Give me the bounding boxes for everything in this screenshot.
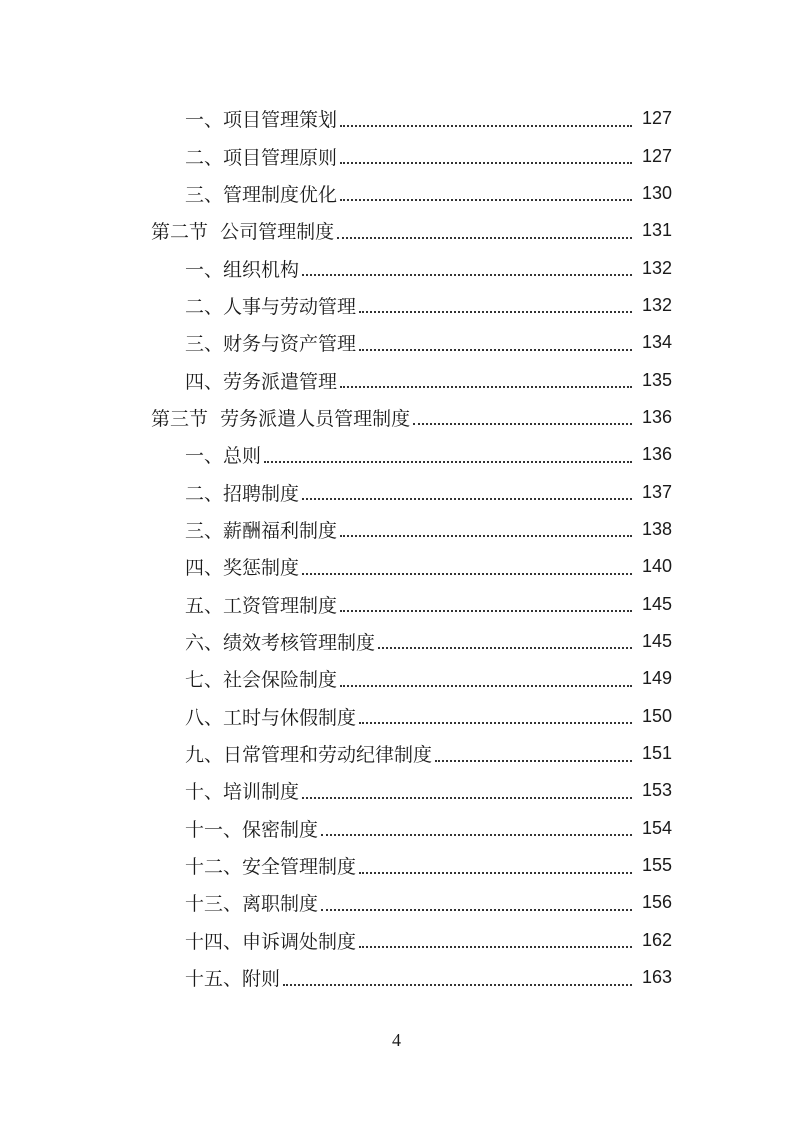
toc-entry-page-number: 134 — [641, 332, 672, 353]
toc-entry-label: 十三、离职制度 — [185, 893, 319, 916]
toc-dot-leader — [340, 384, 632, 388]
toc-entry-label: 八、工时与休假制度 — [185, 706, 357, 729]
toc-entry-page-number: 132 — [641, 294, 672, 315]
toc-entry[interactable] — [0, 548, 793, 585]
toc-entry-label: 十一、保密制度 — [185, 818, 319, 841]
toc-entry-page-number: 131 — [641, 220, 672, 241]
toc-entry-label: 三、财务与资产管理 — [185, 333, 357, 356]
toc-entry-label: 第三节 劳务派遣人员管理制度 — [151, 407, 411, 430]
toc-dot-leader — [413, 421, 632, 425]
toc-dot-leader — [359, 720, 632, 724]
toc-entry[interactable] — [0, 735, 793, 772]
toc-entry-page-number: 136 — [641, 406, 672, 427]
toc-entry-label: 四、奖惩制度 — [185, 557, 300, 580]
toc-entry-label: 一、总则 — [185, 445, 262, 468]
toc-entry-label: 二、项目管理原则 — [185, 146, 338, 169]
toc-entry-label: 五、工资管理制度 — [185, 594, 338, 617]
toc-entry-page-number: 154 — [641, 817, 672, 838]
toc-section-entry[interactable] — [0, 399, 793, 436]
toc-entry[interactable] — [0, 137, 793, 174]
toc-entry-page-number: 138 — [641, 518, 672, 539]
toc-entry-page-number: 145 — [641, 630, 672, 651]
toc-dot-leader — [340, 123, 632, 127]
toc-entry[interactable] — [0, 175, 793, 212]
toc-entry[interactable] — [0, 959, 793, 996]
toc-entry[interactable] — [0, 847, 793, 884]
toc-entry-page-number: 150 — [641, 705, 672, 726]
toc-entry[interactable] — [0, 436, 793, 473]
toc-dot-leader — [264, 459, 632, 463]
toc-entry[interactable] — [0, 100, 793, 137]
toc-dot-leader — [340, 160, 632, 164]
toc-dot-leader — [302, 795, 632, 799]
toc-entry[interactable] — [0, 660, 793, 697]
toc-dot-leader — [359, 870, 632, 874]
toc-dot-leader — [337, 235, 632, 239]
toc-dot-leader — [302, 571, 632, 575]
toc-entry-label: 十、培训制度 — [185, 781, 300, 804]
toc-dot-leader — [340, 683, 632, 687]
toc-dot-leader — [340, 608, 632, 612]
toc-entry[interactable] — [0, 623, 793, 660]
toc-entry-label: 一、组织机构 — [185, 258, 300, 281]
toc-entry-page-number: 136 — [641, 444, 672, 465]
toc-dot-leader — [321, 907, 632, 911]
toc-section-entry[interactable] — [0, 212, 793, 249]
toc-entry-page-number: 135 — [641, 369, 672, 390]
toc-entry-label: 四、劳务派遣管理 — [185, 370, 338, 393]
toc-entry-page-number: 149 — [641, 668, 672, 689]
toc-dot-leader — [378, 645, 632, 649]
toc-dot-leader — [359, 944, 632, 948]
table-of-contents — [0, 100, 793, 996]
toc-entry-page-number: 127 — [641, 145, 672, 166]
toc-dot-leader — [302, 272, 632, 276]
toc-entry-page-number: 155 — [641, 855, 672, 876]
toc-entry-label: 七、社会保险制度 — [185, 669, 338, 692]
toc-dot-leader — [321, 832, 632, 836]
page-number: 4 — [392, 1030, 401, 1050]
toc-entry-page-number: 140 — [641, 556, 672, 577]
toc-entry-page-number: 145 — [641, 593, 672, 614]
toc-entry[interactable] — [0, 810, 793, 847]
toc-entry[interactable] — [0, 884, 793, 921]
toc-entry-label: 九、日常管理和劳动纪律制度 — [185, 744, 433, 767]
toc-entry-label: 十四、申诉调处制度 — [185, 930, 357, 953]
toc-entry[interactable] — [0, 473, 793, 510]
toc-entry[interactable] — [0, 249, 793, 286]
toc-entry[interactable] — [0, 585, 793, 622]
toc-entry-page-number: 163 — [641, 967, 672, 988]
toc-entry[interactable] — [0, 324, 793, 361]
toc-entry-page-number: 137 — [641, 481, 672, 502]
toc-dot-leader — [302, 496, 632, 500]
toc-entry[interactable] — [0, 511, 793, 548]
toc-entry[interactable] — [0, 698, 793, 735]
toc-entry-label: 十二、安全管理制度 — [185, 856, 357, 879]
toc-dot-leader — [359, 347, 632, 351]
toc-entry-label: 三、薪酬福利制度 — [185, 519, 338, 542]
toc-dot-leader — [359, 309, 632, 313]
toc-entry[interactable] — [0, 922, 793, 959]
toc-entry[interactable] — [0, 361, 793, 398]
toc-entry-label: 六、绩效考核管理制度 — [185, 631, 376, 654]
toc-entry-label: 一、项目管理策划 — [185, 109, 338, 132]
toc-entry-page-number: 130 — [641, 182, 672, 203]
toc-entry-page-number: 156 — [641, 892, 672, 913]
toc-entry-label: 第二节 公司管理制度 — [151, 221, 335, 244]
toc-entry-page-number: 151 — [641, 743, 672, 764]
toc-entry-label: 十五、附则 — [185, 968, 281, 991]
toc-entry-label: 二、人事与劳动管理 — [185, 295, 357, 318]
toc-dot-leader — [340, 197, 632, 201]
toc-entry-label: 三、管理制度优化 — [185, 183, 338, 206]
toc-dot-leader — [283, 982, 632, 986]
toc-entry[interactable] — [0, 772, 793, 809]
toc-dot-leader — [340, 533, 632, 537]
toc-entry-label: 二、招聘制度 — [185, 482, 300, 505]
toc-dot-leader — [435, 758, 632, 762]
toc-entry-page-number: 162 — [641, 929, 672, 950]
toc-entry-page-number: 153 — [641, 780, 672, 801]
toc-entry-page-number: 127 — [641, 108, 672, 129]
toc-entry-page-number: 132 — [641, 257, 672, 278]
toc-entry[interactable] — [0, 287, 793, 324]
